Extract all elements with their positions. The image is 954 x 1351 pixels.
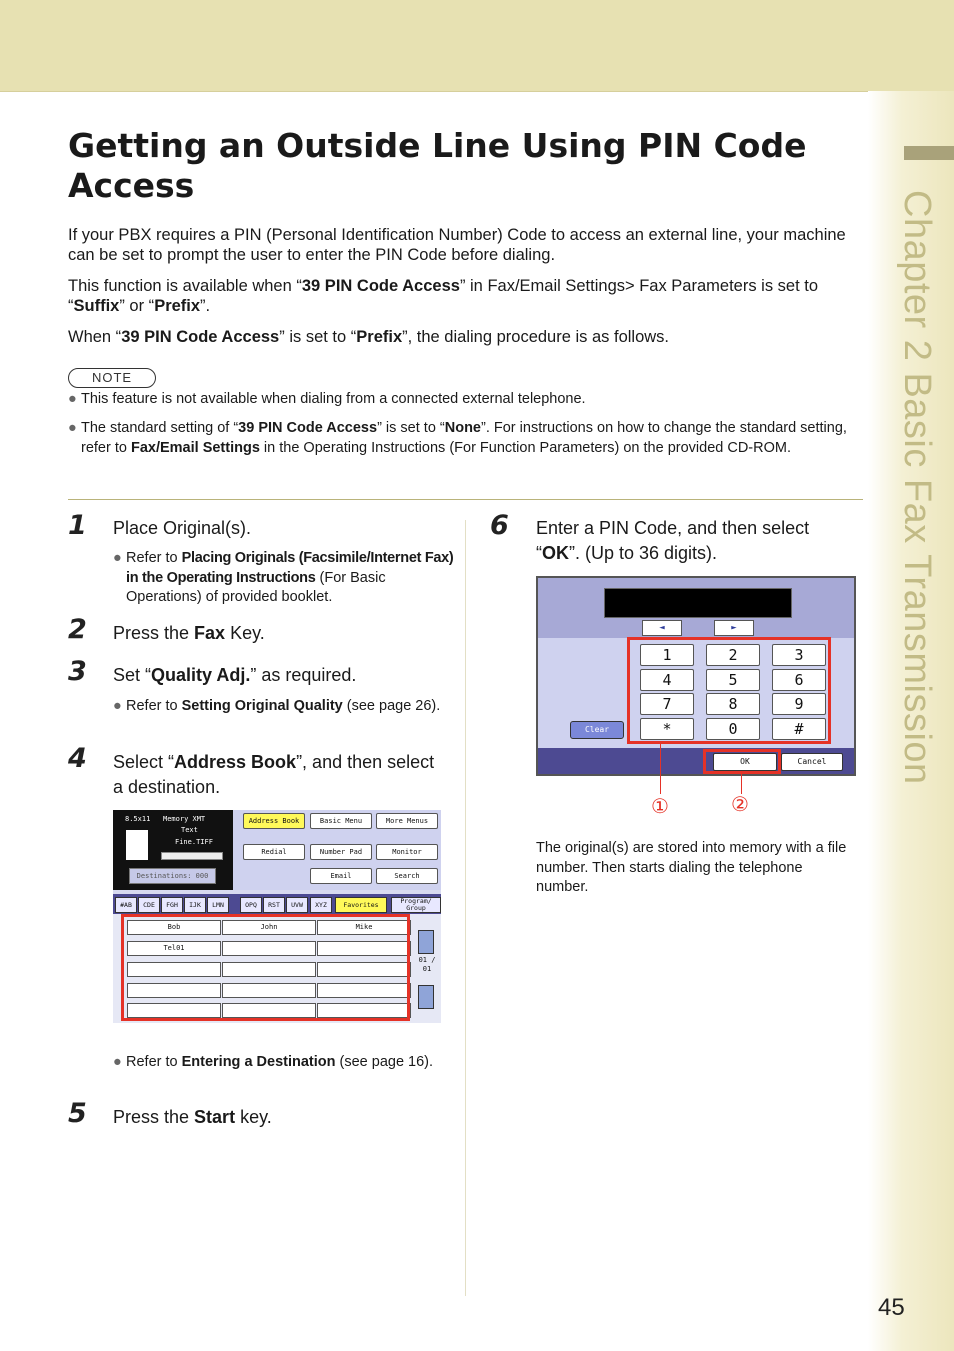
pin-display bbox=[604, 588, 792, 618]
step-3-reference: ● Refer to Setting Original Quality (see page 26). bbox=[113, 697, 456, 717]
step-1-text: Place Original(s). bbox=[113, 518, 252, 538]
resolution-text: Fine.TIFF bbox=[175, 838, 213, 846]
redial-button[interactable]: Redial bbox=[243, 844, 305, 860]
ok-highlight-frame bbox=[703, 749, 781, 774]
step-5-number: 5 bbox=[68, 1098, 87, 1129]
more-menus-button[interactable]: More Menus bbox=[376, 813, 438, 829]
tab-rst[interactable]: RST bbox=[263, 897, 285, 913]
list-item[interactable]: Bob bbox=[127, 920, 221, 935]
function-buttons bbox=[233, 810, 441, 890]
key-6[interactable]: 6 bbox=[772, 669, 826, 691]
contrast-meter bbox=[161, 852, 223, 860]
callout-2: ② bbox=[731, 794, 749, 816]
key-8[interactable]: 8 bbox=[706, 693, 760, 715]
bullet-icon: ● bbox=[68, 420, 77, 436]
ok-button[interactable]: OK bbox=[713, 753, 777, 771]
destinations-count: Destinations: 000 bbox=[129, 868, 216, 884]
list-item[interactable]: John bbox=[222, 920, 316, 935]
address-book-button[interactable]: Address Book bbox=[243, 813, 305, 829]
step-3-text: Set “Quality Adj.” as required. bbox=[113, 665, 357, 685]
email-button[interactable]: Email bbox=[310, 868, 372, 884]
status-panel bbox=[113, 810, 441, 890]
basic-menu-button[interactable]: Basic Menu bbox=[310, 813, 372, 829]
bullet-icon: ● bbox=[113, 698, 122, 714]
index-tabs bbox=[113, 894, 441, 914]
note-item-1: ● This feature is not available when dialing from a connected external telephone. bbox=[68, 390, 871, 410]
number-pad-button[interactable]: Number Pad bbox=[310, 844, 372, 860]
section-divider bbox=[68, 499, 863, 500]
step-4-number: 4 bbox=[68, 743, 87, 774]
tab-fgh[interactable]: FGH bbox=[161, 897, 183, 913]
key-7[interactable]: 7 bbox=[640, 693, 694, 715]
callout-1: ① bbox=[651, 796, 669, 818]
key-star[interactable]: * bbox=[640, 718, 694, 740]
column-divider bbox=[465, 520, 466, 1296]
clear-button[interactable]: Clear bbox=[570, 721, 624, 739]
bullet-icon: ● bbox=[113, 1054, 122, 1070]
keypad-footer bbox=[538, 748, 854, 774]
callout-line-1 bbox=[660, 744, 661, 794]
step-4-text: Select “Address Book”, and then select a destination. bbox=[113, 752, 435, 797]
intro-paragraph-3: When “39 PIN Code Access” is set to “Prefix”, the dialing procedure is as follows. bbox=[68, 328, 670, 346]
status-info bbox=[113, 810, 233, 890]
bullet-icon: ● bbox=[68, 391, 77, 407]
step-2-text: Press the Fax Key. bbox=[113, 623, 265, 643]
key-hash[interactable]: # bbox=[772, 718, 826, 740]
page-title: Getting an Outside Line Using PIN Code Access bbox=[68, 126, 807, 205]
step-6-text: Enter a PIN Code, and then select “OK”. (Up to 36 digits). bbox=[536, 518, 810, 563]
step-4-reference: ● Refer to Entering a Destination (see page 16). bbox=[113, 1053, 456, 1073]
search-button[interactable]: Search bbox=[376, 868, 438, 884]
note-label: NOTE bbox=[68, 368, 156, 388]
key-4[interactable]: 4 bbox=[640, 669, 694, 691]
chapter-label: Chapter 2 Basic Fax Transmission bbox=[896, 190, 938, 785]
intro-paragraph-2: This function is available when “39 PIN Code Access” in Fax/Email Settings> Fax Parameters is set to “Suffix” or “Prefix”. bbox=[68, 277, 819, 315]
step-1-reference: ● Refer to Placing Originals (Facsimile/Internet Fax) in the Operating Instructions (For Basic Operations) of provided booklet. bbox=[113, 550, 454, 605]
key-0[interactable]: 0 bbox=[706, 718, 760, 740]
step-5-text: Press the Start key. bbox=[113, 1107, 272, 1127]
page-number: 45 bbox=[878, 1294, 905, 1321]
monitor-button[interactable]: Monitor bbox=[376, 844, 438, 860]
scroll-up-icon[interactable] bbox=[418, 930, 434, 954]
tab-lmn[interactable]: LMN bbox=[207, 897, 229, 913]
bullet-icon: ● bbox=[113, 550, 122, 566]
cancel-button[interactable]: Cancel bbox=[781, 753, 843, 771]
cursor-left-button[interactable]: ◄ bbox=[642, 620, 682, 636]
list-item[interactable]: Mike bbox=[317, 920, 411, 935]
tab-ijk[interactable]: IJK bbox=[184, 897, 206, 913]
intro-paragraph-1: If your PBX requires a PIN (Personal Identification Number) Code to access an external line, your machine can be set to prompt the user to enter the PIN Code before dialing. bbox=[68, 226, 846, 264]
document-icon bbox=[126, 830, 148, 860]
page-indicator: 01 / 01 bbox=[418, 956, 436, 973]
key-3[interactable]: 3 bbox=[772, 644, 826, 666]
tab-cde[interactable]: CDE bbox=[138, 897, 160, 913]
highlight-frame bbox=[121, 914, 410, 1021]
tab-program-group[interactable]: Program/ Group bbox=[391, 897, 441, 913]
memory-mode: Memory XMT bbox=[163, 815, 206, 823]
key-1[interactable]: 1 bbox=[640, 644, 694, 666]
header-band bbox=[0, 0, 954, 92]
key-9[interactable]: 9 bbox=[772, 693, 826, 715]
mode-text: Text bbox=[181, 826, 198, 834]
key-5[interactable]: 5 bbox=[706, 669, 760, 691]
tab-ab[interactable]: #AB bbox=[115, 897, 137, 913]
chapter-marker bbox=[904, 146, 954, 160]
tab-xyz[interactable]: XYZ bbox=[310, 897, 332, 913]
callout-line-2 bbox=[741, 774, 742, 794]
scroll-down-icon[interactable] bbox=[418, 985, 434, 1009]
list-item[interactable]: Tel01 bbox=[127, 941, 221, 956]
key-2[interactable]: 2 bbox=[706, 644, 760, 666]
step-2-number: 2 bbox=[68, 614, 87, 645]
step-3-number: 3 bbox=[68, 656, 87, 687]
note-item-2: ● The standard setting of “39 PIN Code Access” is set to “None”. For instructions on how to change the standard setting, refer to Fax/Email Settings in the Operating Instructions (For Function Parameters) on the provided CD-ROM. bbox=[68, 420, 847, 456]
step-6-number: 6 bbox=[490, 510, 509, 541]
paper-size: 8.5x11 bbox=[125, 815, 151, 823]
tab-uvw[interactable]: UVW bbox=[286, 897, 308, 913]
tab-opq[interactable]: OPQ bbox=[240, 897, 262, 913]
step-6-result: The original(s) are stored into memory with a file number. Then starts dialing the telephone number. bbox=[536, 840, 847, 895]
tab-favorites[interactable]: Favorites bbox=[335, 897, 387, 913]
cursor-right-button[interactable]: ► bbox=[714, 620, 754, 636]
keypad-header bbox=[538, 578, 854, 638]
step-1-number: 1 bbox=[68, 510, 87, 541]
keypad-highlight-frame bbox=[627, 637, 831, 744]
